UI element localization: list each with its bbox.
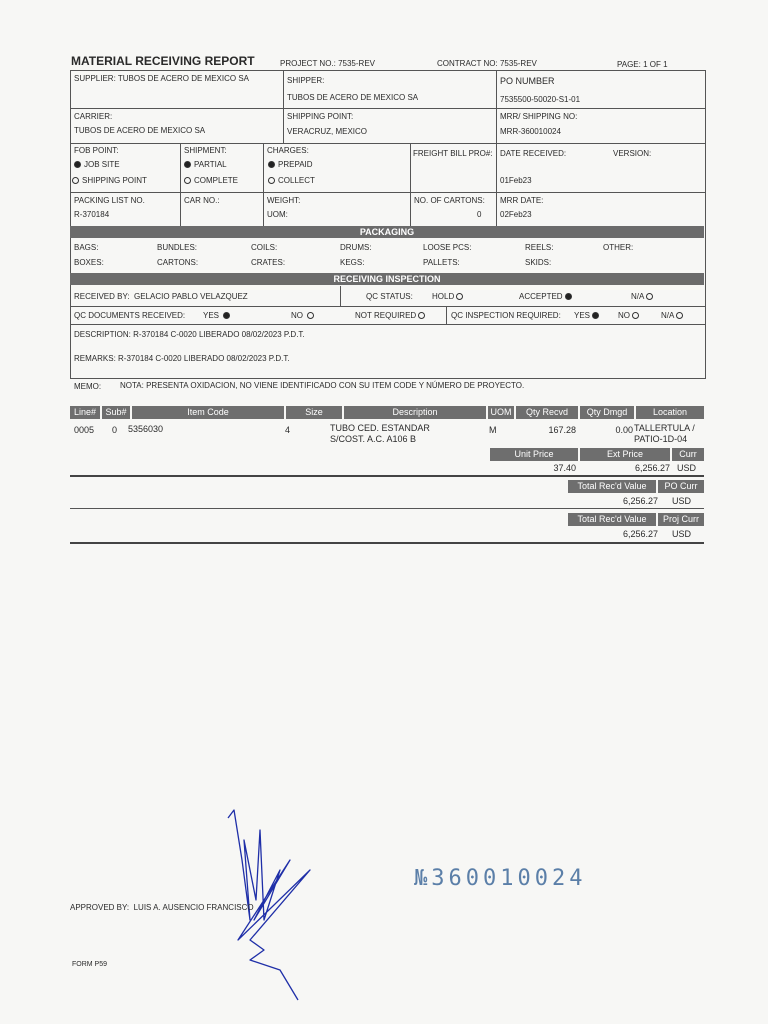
receiving-inspection-header: RECEIVING INSPECTION [70, 273, 704, 285]
qc-docs-label: QC DOCUMENTS RECEIVED: [74, 311, 186, 320]
shipper-value: TUBOS DE ACERO DE MEXICO SA [287, 93, 419, 102]
charges-option-prepaid[interactable]: PREPAID [268, 160, 313, 170]
packaging-pallets: PALLETS: [423, 258, 460, 267]
carrier-value: TUBOS DE ACERO DE MEXICO SA [74, 126, 206, 135]
weight-label: WEIGHT: [267, 196, 301, 205]
date-received-value: 01Feb23 [500, 176, 532, 185]
radio-empty-icon [418, 312, 425, 319]
total-proj-value: 6,256.27 [622, 529, 658, 539]
packaging-bags: BAGS: [74, 243, 99, 252]
packaging-coils: COILS: [251, 243, 278, 252]
proj-curr-label: Proj Curr [658, 513, 704, 526]
col-sub: Sub# [102, 406, 130, 419]
po-number-value: 7535500-50020-S1-01 [500, 95, 581, 104]
packing-list-value: R-370184 [74, 210, 110, 219]
col-unit-price: Unit Price [490, 448, 578, 461]
row-qty-recvd: 167.28 [548, 425, 576, 435]
qc-docs-not-required[interactable]: NOT REQUIRED [355, 311, 428, 321]
qc-inspection-na[interactable]: N/A [661, 311, 686, 321]
memo-value: NOTA: PRESENTA OXIDACION, NO VIENE IDENTIFICADO CON SU ITEM CODE Y NÚMERO DE PROYECTO. [120, 381, 525, 390]
radio-empty-icon [456, 293, 463, 300]
qc-inspection-yes[interactable]: YES [574, 311, 602, 321]
qc-docs-yes[interactable]: YES [203, 311, 233, 321]
mrr-label: MRR/ SHIPPING NO: [500, 112, 578, 121]
radio-empty-icon [184, 177, 191, 184]
qc-status-na[interactable]: N/A [631, 292, 656, 302]
stamp-number: №360010024 [414, 866, 587, 891]
form-number: FORM P59 [72, 961, 108, 968]
radio-empty-icon [632, 312, 639, 319]
packaging-header: PACKAGING [70, 226, 704, 238]
supplier-field: SUPPLIER: TUBOS DE ACERO DE MEXICO SA [74, 74, 250, 83]
packaging-drums: DRUMS: [340, 243, 372, 252]
radio-selected-icon [184, 161, 191, 168]
col-qty-dmgd: Qty Dmgd [580, 406, 634, 419]
row-size: 4 [285, 425, 291, 435]
remarks-field: REMARKS: R-370184 C-0020 LIBERADO 08/02/2023 P.D.T. [74, 354, 290, 363]
row-sub: 0 [112, 425, 118, 435]
packaging-skids: SKIDS: [525, 258, 552, 267]
col-qty-recvd: Qty Recvd [516, 406, 578, 419]
col-description: Description [344, 406, 486, 419]
total-proj-label: Total Rec'd Value [568, 513, 656, 526]
fob-label: FOB POINT: [74, 146, 119, 155]
description-field: DESCRIPTION: R-370184 C-0020 LIBERADO 08/02/2023 P.D.T. [74, 330, 305, 339]
carrier-label: CARRIER: [74, 112, 113, 121]
memo-label: MEMO: [74, 382, 102, 391]
car-no-label: CAR NO.: [184, 196, 220, 205]
shipping-point-label: SHIPPING POINT: [287, 112, 354, 121]
row-line: 0005 [74, 425, 95, 435]
fob-option-shipping-point[interactable]: SHIPPING POINT [72, 176, 147, 186]
shipment-label: SHIPMENT: [184, 146, 227, 155]
row-uom: M [489, 425, 497, 435]
page-number: PAGE: 1 OF 1 [617, 60, 668, 69]
qc-status-accepted[interactable]: ACCEPTED [519, 292, 575, 302]
radio-selected-icon [74, 161, 81, 168]
packaging-kegs: KEGS: [340, 258, 365, 267]
approved-by-field: APPROVED BY: LUIS A. AUSENCIO FRANCISCO [70, 903, 254, 912]
radio-empty-icon [646, 293, 653, 300]
radio-empty-icon [676, 312, 683, 319]
row-description-2: S/COST. A.C. A106 B [330, 434, 417, 444]
packaging-boxes: BOXES: [74, 258, 104, 267]
col-size: Size [286, 406, 342, 419]
total-po-currency: USD [672, 496, 692, 506]
radio-selected-icon [592, 312, 599, 319]
po-curr-label: PO Curr [658, 480, 704, 493]
col-location: Location [636, 406, 704, 419]
shipment-option-complete[interactable]: COMPLETE [184, 176, 238, 186]
packing-list-label: PACKING LIST NO. [74, 196, 145, 205]
radio-selected-icon [268, 161, 275, 168]
qc-status-hold[interactable]: HOLD [432, 292, 466, 302]
qc-inspection-no[interactable]: NO [618, 311, 642, 321]
currency: USD [677, 463, 697, 473]
total-po-label: Total Rec'd Value [568, 480, 656, 493]
radio-selected-icon [223, 312, 230, 319]
packaging-other: OTHER: [603, 243, 634, 252]
col-curr: Curr [672, 448, 704, 461]
contract-number: CONTRACT NO: 7535-REV [437, 59, 537, 68]
cartons-label: NO. OF CARTONS: [414, 196, 485, 205]
radio-empty-icon [72, 177, 79, 184]
packaging-cartons: CARTONS: [157, 258, 199, 267]
radio-empty-icon [307, 312, 314, 319]
total-po-value: 6,256.27 [622, 496, 658, 506]
unit-price: 37.40 [553, 463, 576, 473]
shipping-point-value: VERACRUZ, MEXICO [287, 127, 368, 136]
col-ext-price: Ext Price [580, 448, 670, 461]
charges-label: CHARGES: [267, 146, 309, 155]
total-proj-currency: USD [672, 529, 692, 539]
qc-status-label: QC STATUS: [366, 292, 413, 301]
packaging-bundles: BUNDLES: [157, 243, 198, 252]
cartons-value: 0 [477, 210, 482, 219]
packaging-reels: REELS: [525, 243, 554, 252]
mrr-date-value: 02Feb23 [500, 210, 532, 219]
col-line: Line# [70, 406, 100, 419]
fob-option-job-site[interactable]: JOB SITE [74, 160, 120, 170]
radio-empty-icon [268, 177, 275, 184]
row-item-code: 5356030 [128, 424, 164, 434]
charges-option-collect[interactable]: COLLECT [268, 176, 315, 186]
mrr-value: MRR-360010024 [500, 127, 561, 136]
col-item-code: Item Code [132, 406, 284, 419]
uom-label: UOM: [267, 210, 288, 219]
qc-inspection-label: QC INSPECTION REQUIRED: [451, 311, 561, 320]
row-description-1: TUBO CED. ESTANDAR [330, 423, 430, 433]
mrr-date-label: MRR DATE: [500, 196, 544, 205]
radio-selected-icon [565, 293, 572, 300]
row-location-1: TALLERTULA / [634, 423, 695, 433]
packaging-loose-pcs: LOOSE PCS: [423, 243, 472, 252]
ext-price: 6,256.27 [634, 463, 670, 473]
row-location-2: PATIO-1D-04 [634, 434, 688, 444]
received-by-field: RECEIVED BY: GELACIO PABLO VELAZQUEZ [74, 292, 248, 301]
row-qty-dmgd: 0.00 [615, 425, 633, 435]
col-uom: UOM [488, 406, 514, 419]
qc-docs-no[interactable]: NO [291, 311, 317, 321]
po-number-label: PO NUMBER [500, 76, 555, 86]
report-title: MATERIAL RECEIVING REPORT [71, 54, 255, 68]
date-received-label: DATE RECEIVED: [500, 149, 567, 158]
shipper-label: SHIPPER: [287, 76, 325, 85]
packaging-crates: CRATES: [251, 258, 286, 267]
freight-bill-label: FREIGHT BILL PRO#: [413, 149, 493, 158]
shipment-option-partial[interactable]: PARTIAL [184, 160, 227, 170]
project-number: PROJECT NO.: 7535-REV [280, 59, 375, 68]
version-label: VERSION: [613, 149, 652, 158]
